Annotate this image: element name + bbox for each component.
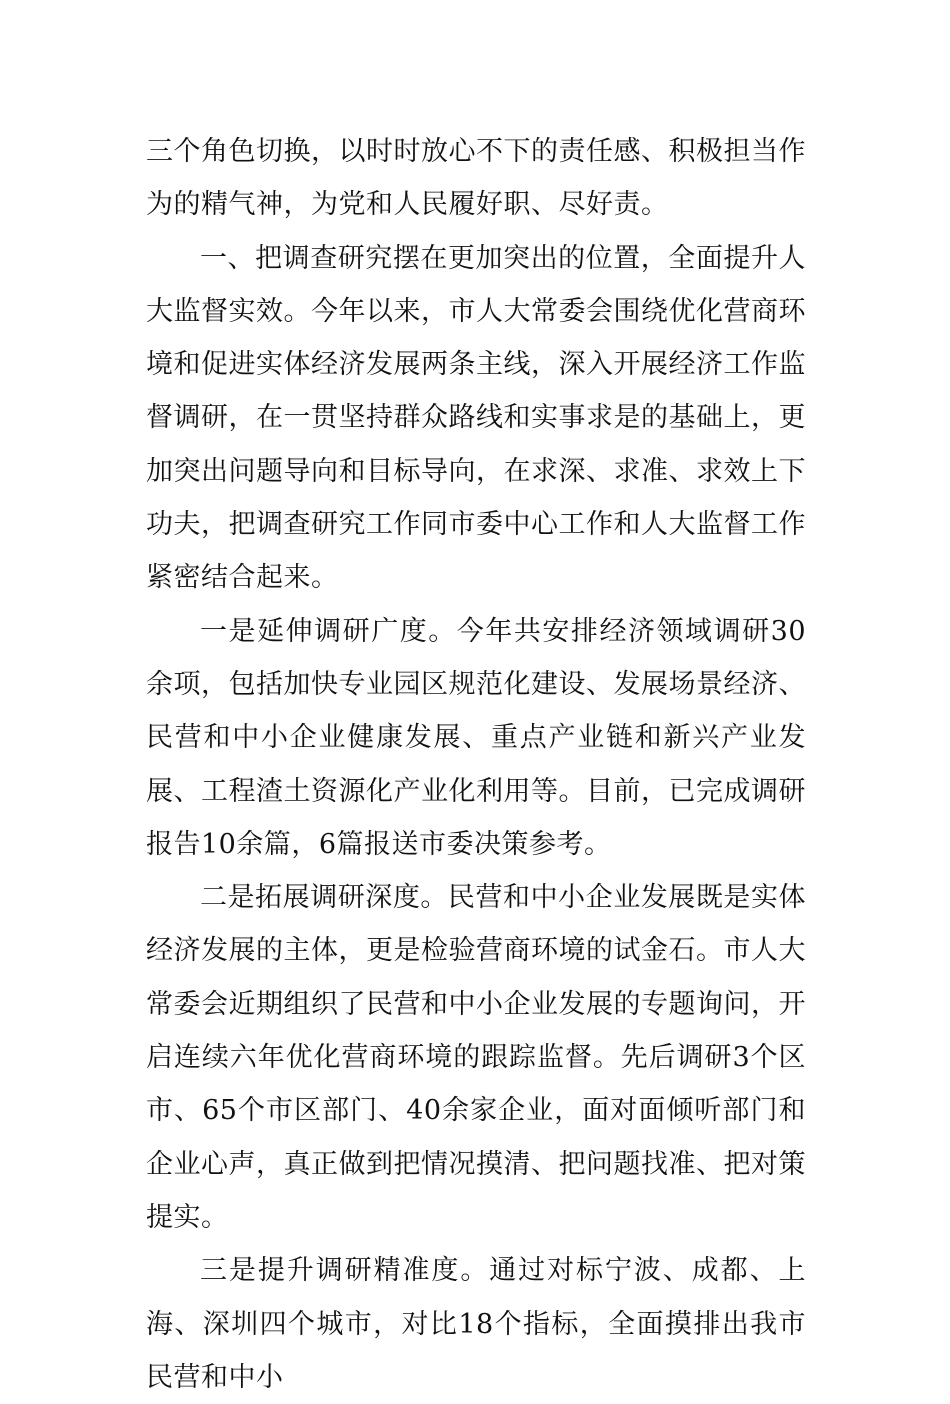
paragraph-depth: 二是拓展调研深度。民营和中小企业发展既是实体经济发展的主体，更是检验营商环境的试金石。市人大常委会近期组织了民营和中小企业发展的专题询问，开启连续六年优化营商环境的跟踪监督。先后调研3个区市、65个市区部门、40余家企业，面对面倾听部门和企业心声，真正做到把情况摸清、把问题找准、把对策提实。 bbox=[146, 882, 806, 1233]
paragraph-section-one: 一、把调查研究摆在更加突出的位置，全面提升人大监督实效。今年以来，市人大常委会围绕优化营商环境和促进实体经济发展两条主线，深入开展经济工作监督调研，在一贯坚持群众路线和实事求是的基础上，更加突出问题导向和目标导向，在求深、求准、求效上下功夫，把调查研究工作同市委中心工作和人大监督工作紧密结合起来。 bbox=[146, 242, 806, 594]
document-body bbox=[146, 125, 806, 1404]
paragraph-precision: 三是提升调研精准度。通过对标宁波、成都、上海、深圳四个城市，对比18个指标，全面摸排出我市民营和中小 bbox=[146, 1255, 806, 1393]
paragraph-continuation: 三个角色切换，以时时放心不下的责任感、积极担当作为的精气神，为党和人民履好职、尽好责。 bbox=[146, 136, 806, 221]
paragraph-breadth: 一是延伸调研广度。今年共安排经济领域调研30余项，包括加快专业园区规范化建设、发展场景经济、民营和中小企业健康发展、重点产业链和新兴产业发展、工程渣土资源化产业化利用等。目前，已完成调研报告10余篇，6篇报送市委决策参考。 bbox=[146, 615, 806, 860]
